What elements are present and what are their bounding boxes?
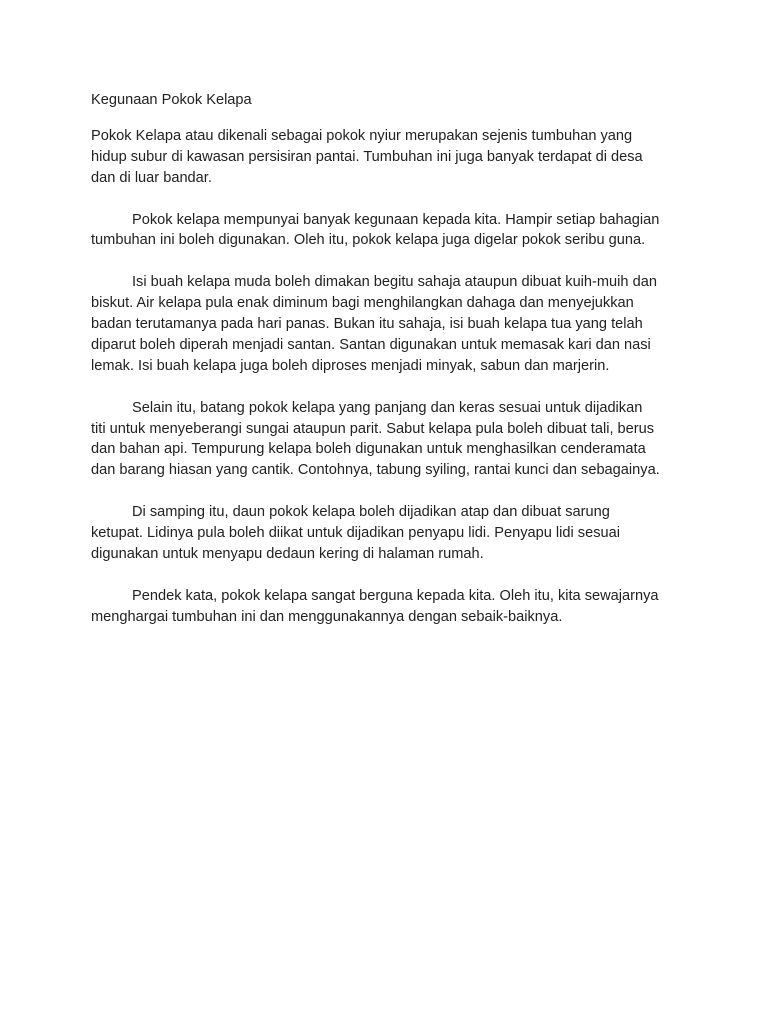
paragraph-leaves: Di samping itu, daun pokok kelapa boleh dijadikan atap dan dibuat sarung ketupat. Lidinya pula boleh diikat untuk dijadikan penyapu lidi. Penyapu lidi sesuai digunakan untuk menyapu dedaun kering di halaman rumah. [91,504,620,562]
document-title: Kegunaan Pokok Kelapa [91,92,252,108]
paragraph-intro: Pokok Kelapa atau dikenali sebagai pokok nyiur merupakan sejenis tumbuhan yang hidup subur di kawasan persisiran pantai. Tumbuhan ini juga banyak terdapat di desa dan di luar bandar. [91,127,643,186]
paragraph-trunk: Selain itu, batang pokok kelapa yang panjang dan keras sesuai untuk dijadikan titi untuk menyeberangi sungai ataupun parit. Sabut kelapa pula boleh dibuat tali, berus dan bahan api. Tempurung kelapa boleh digunakan untuk menghasilkan cenderamata dan barang hiasan yang cantik. Contohnya, tabung syiling, rantai kunci dan sebagainya. [91,399,660,479]
paragraph-conclusion: Pendek kata, pokok kelapa sangat berguna kepada kita. Oleh itu, kita sewajarnya menghargai tumbuhan ini dan menggunakannya dengan sebaik-baiknya. [91,587,659,625]
paragraph-usefulness: Pokok kelapa mempunyai banyak kegunaan kepada kita. Hampir setiap bahagian tumbuhan ini boleh digunakan. Oleh itu, pokok kelapa juga digelar pokok seribu guna. [91,211,660,249]
paragraph-fruit: Isi buah kelapa muda boleh dimakan begitu sahaja ataupun dibuat kuih-muih dan biskut. Air kelapa pula enak diminum bagi menghilangkan dahaga dan menyejukkan badan terutamanya pada hari panas. Bukan itu sahaja, isi buah kelapa tua yang telah diparut boleh diperah menjadi santan. Santan digunakan untuk memasak kari dan nasi lemak. Isi buah kelapa juga boleh diproses menjadi minyak, sabun dan marjerin. [91,274,657,374]
